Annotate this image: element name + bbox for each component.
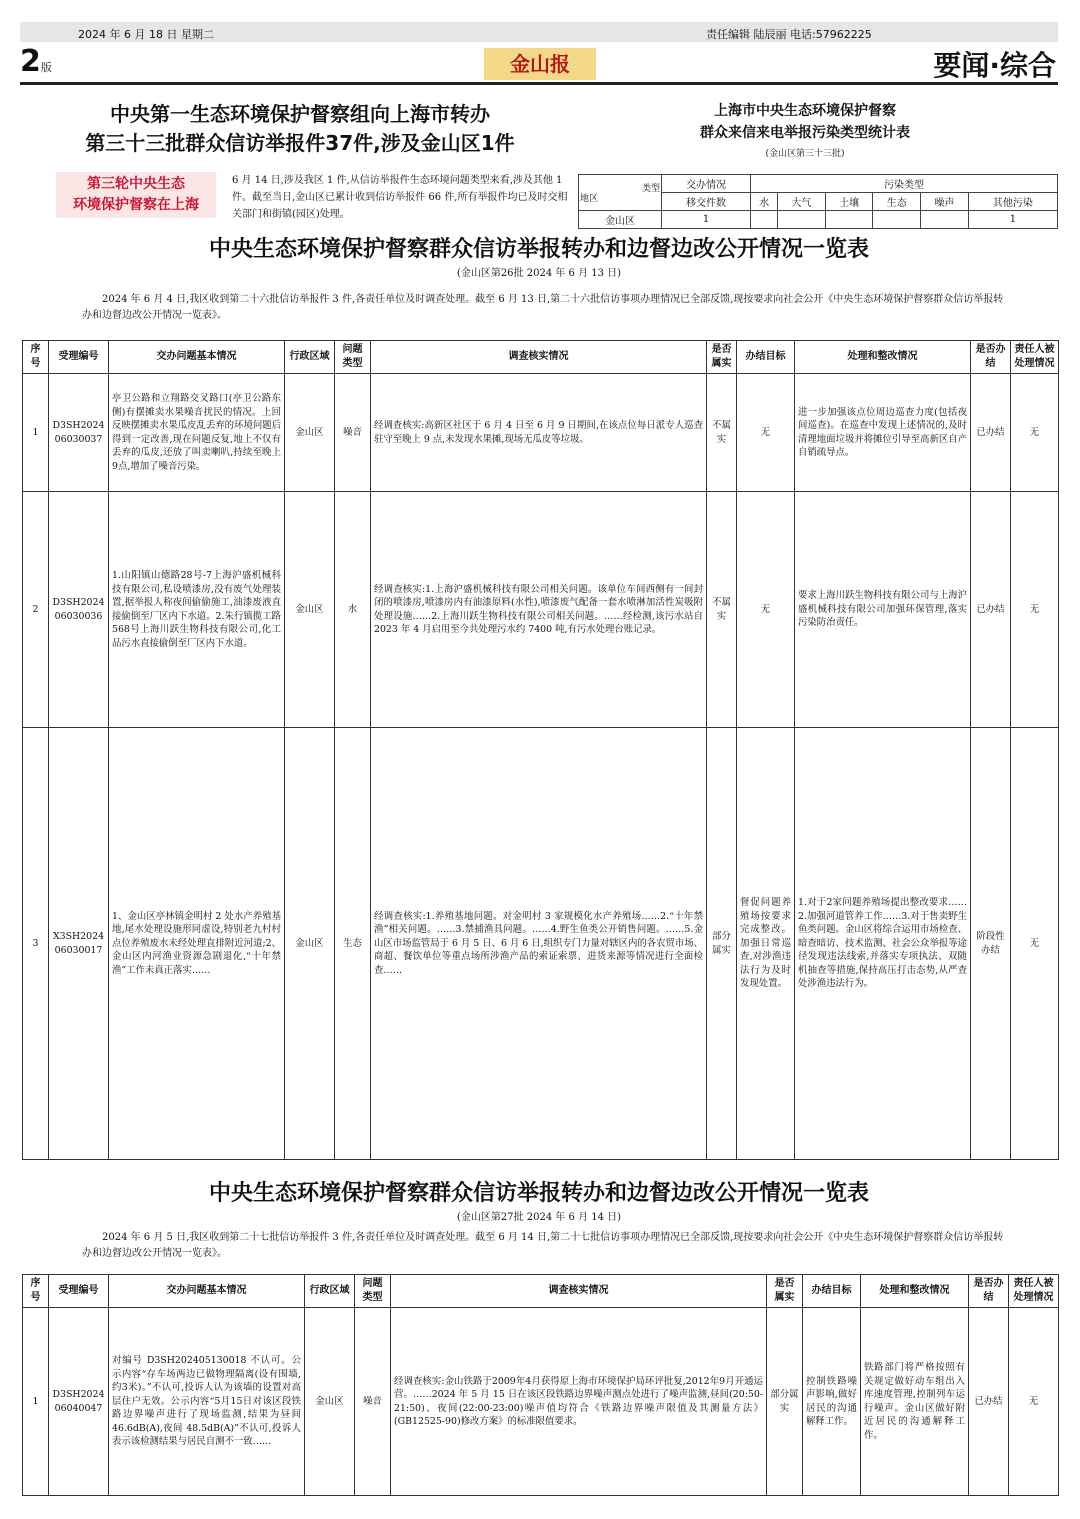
- table2-subtitle: (金山区第27批 2024 年 6 月 14 日): [456, 1212, 622, 1223]
- stats-subtitle: (金山区第三十三批): [765, 149, 845, 159]
- page-number: 2版: [20, 44, 52, 79]
- table1-intro: 2024 年 6 月 4 日,我区收到第二十六批信访举报件 3 件,各责任单位及时调查处理。截至 6 月 13 日,第二十六批信访事项办理情况已全部反馈,现按要求向社会公开《中央生态环境保护督察群众信访举报转办和边督边改公开情况一览表》。: [82, 294, 1004, 321]
- lead-paragraph: 6 月 14 日,涉及我区 1 件,从信访举报件生态环境问题类型来看,涉及其他 1 件。截至当日,金山区已累计收到信访举报件 66 件,所有举报件均已及时交相关部门和街镇(园区)处理。: [232, 175, 568, 220]
- table-header: 序号 受理编号 交办问题基本情况 行政区域 问题类型 调查核实情况 是否属实 办结目标 处理和整改情况 是否办结 责任人被处理情况: [23, 341, 1059, 374]
- table1: [22, 340, 1059, 1160]
- stats-table: 类型 地区 交办情况 污染类型 移交件数 水 大气 土壤 生态 噪声 其他污染 金山区 1 1: [578, 174, 1058, 229]
- campaign-badge: 第三轮中央生态 环境保护督察在上海: [56, 172, 216, 218]
- table2-intro: 2024 年 6 月 5 日,我区收到第二十七批信访举报件 3 件,各责任单位及时调查处理。截至 6 月 14 日,第二十七批信访事项办理情况已全部反馈,现按要求向社会公开《中央生态环境保护督察群众信访举报转办和边督边改公开情况一览表》。: [82, 1232, 1004, 1259]
- table2: [22, 1274, 1059, 1496]
- table1-subtitle: (金山区第26批 2024 年 6 月 13 日): [456, 268, 622, 279]
- table-row: 2 D3SH2024 06030036 1.山阳镇山德路28号-7上海沪盛机械科技有限公司,私设喷漆房,没有废气处理装置,据举报人称夜间偷偷施工,油漆废液直接偷倒至厂区内下水道。2.朱行镇揽工路568号上海川跃生物科技有限公司,化工品污水直接偷倒至厂区内下水道。 金山区 水 经调查核实:1.上海沪盛机械科技有限公司相关问题。该单位车间西侧有一间封闭的喷漆房,喷漆房内有油漆原料(水性),喷漆废气配备一套水喷淋加活性炭吸附处理设施……2.上海川跃生物科技有限公司相关问题。……经检测,该污水站自 2023 年 4 月启用至今共处理污水约 7400 吨,有污水处理台账记录。 不属实 无 要求上海川跃生物科技有限公司与上海沪盛机械科技有限公司加强环保管理,落实污染防治责任。 已办结 无: [23, 492, 1059, 728]
- headline: 中央第一生态环境保护督察组向上海市转办 第三十三批群众信访举报件37件,涉及金山区1件: [85, 102, 515, 155]
- table2-title: 中央生态环境保护督察群众信访举报转办和边督边改公开情况一览表: [208, 1181, 869, 1206]
- table-row: 1 D3SH2024 06030037 亭卫公路和立翔路交叉路口(亭卫公路东侧)有摆摊卖水果噪音扰民的情况。上回反映摆摊卖水果瓜皮乱丢弃的环境问题后得到一定改善,现在问题反复,地上不仅有丢弃的瓜皮,还放了叫卖喇叭,持续至晚上9点,增加了噪音污染。 金山区 噪音 经调查核实:高新区社区于 6 月 4 日至 6 月 9 日期间,在该点位每日派专人巡查驻守至晚上 9 点,未发现水果摊,现场无瓜皮等垃圾。 不属实 无 进一步加强该点位周边巡查力度(包括夜间巡查)。在巡查中发现上述情况的,及时清理地面垃圾并将摊位引导至高新区自产自销疏导点。 已办结 无: [23, 374, 1059, 492]
- table-header: 序号 受理编号 交办问题基本情况 行政区域 问题类型 调查核实情况 是否属实 办结目标 处理和整改情况 是否办结 责任人被处理情况: [23, 1275, 1059, 1308]
- masthead-rule: [20, 82, 1058, 85]
- page-suffix: 版: [40, 61, 52, 74]
- stats-title: 上海市中央生态环境保护督察 群众来信来电举报污染类型统计表: [700, 103, 910, 141]
- table1-title: 中央生态环境保护督察群众信访举报转办和边督边改公开情况一览表: [208, 237, 869, 262]
- table-row: 3 X3SH2024 06030017 1、金山区亭林镇金明村 2 处水产养殖基地,尾水处理设施形同虚设,特别老九村村点位养殖废水未经处理直排附近河道;2、金山区内河渔业资源急剧退化,“十年禁渔”工作未真正落实…… 金山区 生态 经调查核实:1.养殖基地问题。对金明村 3 家规模化水产养殖场……2.“十年禁渔”相关问题。……3.禁捕渔具问题。……4.野生鱼类公开销售问题。……5.金山区市场监管局于 6 月 5 日、6 月 6 日,组织专门力量对辖区内的各农贸市场、商超、餐饮单位等重点场所涉渔产品的索证索票、进货来源等情况进行全面检查…… 部分属实 督促问题养殖场按要求完成整改。加强日常巡查,对涉渔违法行为及时发现处置。 1.对于2家问题养殖场提出整改要求……2.加强河道管养工作……3.对于售卖野生鱼类问题。金山区将综合运用市场检查、暗查暗访、技术监测、社会公众举报等途径发现违法线索,并落实专项执法、双随机抽查等措施,保持高压打击态势,从严查处涉渔违法行为。 阶段性办结 无: [23, 728, 1059, 1160]
- issue-date: 2024 年 6 月 18 日 星期二: [78, 28, 214, 41]
- table-row: 1 D3SH2024 06040047 对编号 D3SH202405130018 不认可。公示内容“存车场两边已做物理隔离(设有围墙,约3米)。”不认可,投诉人认为该墙的设置对高层住户无效。公示内容“5月15日对该区段铁路边界噪声进行了现场监测,结果为昼间 46.6dB(A),夜间 48.5dB(A)”不认可,投诉人表示该检测结果与居民自测不一致…… 金山区 噪音 经调查核实:金山铁路于2009年4月获得原上海市环境保护局环评批复,2012年9月开通运营。……2024 年 5 月 15 日在该区段铁路边界噪声测点处进行了噪声监测,昼间(20:50-21:50)、夜间(22:00-23:00)噪声值均符合《铁路边界噪声限值及其测量方法》(GB12525-90)修改方案》的标准限值要求。 部分属实 控制铁路噪声影响,做好居民的沟通解释工作。 铁路部门将严格按照有关规定做好动车组出入库速度管理,控制列车运行噪声。金山区做好附近居民的沟通解释工作。 已办结 无: [23, 1308, 1059, 1496]
- masthead-bar: [20, 22, 1058, 42]
- newspaper-logo: 金山报: [484, 48, 596, 80]
- editor-info: 责任编辑 陆辰丽 电话:57962225: [706, 28, 872, 41]
- section-title: 要闻·综合: [933, 49, 1056, 82]
